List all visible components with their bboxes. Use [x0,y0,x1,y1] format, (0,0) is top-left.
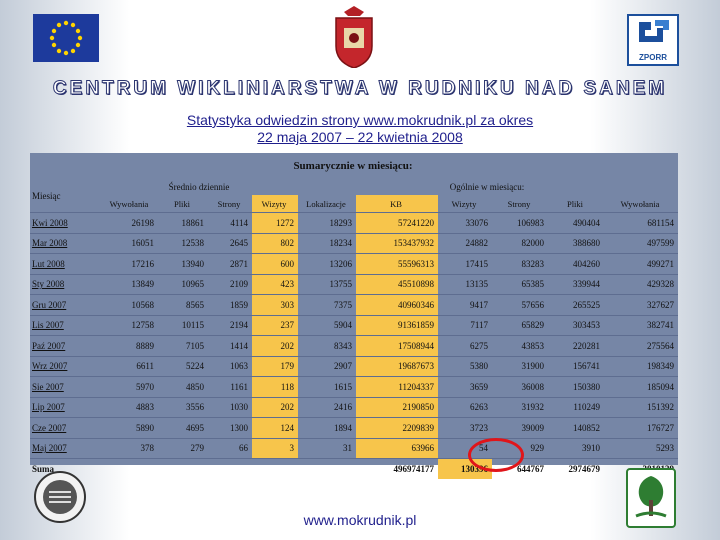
table-cell: 57656 [492,295,548,316]
month-link[interactable]: Mar 2008 [30,233,102,254]
table-cell: 18293 [298,213,356,234]
month-link[interactable]: Gru 2007 [30,295,102,316]
avg-group-header: Średnio dziennie [168,182,230,192]
banner-title: CENTRUM WIKLINIARSTWA W RUDNIKU NAD SANEM [52,78,668,99]
table-cell: 1161 [208,377,252,398]
table-cell: 12538 [158,233,208,254]
table-cell: 7375 [298,295,356,316]
coat-of-arms-icon [330,6,378,68]
table-cell: 66 [208,438,252,459]
table-row [30,254,678,275]
table-cell: 36008 [492,377,548,398]
table-cell: 423 [252,274,298,295]
table-cell: 499271 [604,254,678,275]
table-cell: 2416 [298,397,356,418]
table-cell: 5890 [102,418,158,439]
table-cell: 802 [252,233,298,254]
month-link[interactable]: Sty 2008 [30,274,102,295]
subtitle-line-1[interactable]: Statystyka odwiedzin strony www.mokrudnik.pl za okres [186,112,534,128]
table-cell: 1272 [252,213,298,234]
table-cell: 19687673 [356,356,438,377]
sum-kb: 496974177 [356,459,438,479]
month-link[interactable]: Kwi 2008 [30,213,102,234]
table-cell: 31 [298,438,356,459]
table-row [30,295,678,316]
table-cell: 1894 [298,418,356,439]
table-cell: 202 [252,336,298,357]
table-row [30,377,678,398]
empty-cell [158,459,208,479]
table-cell: 2907 [298,356,356,377]
table-cell: 3556 [158,397,208,418]
month-link[interactable]: Lut 2008 [30,254,102,275]
column-header: Wizyty [451,198,477,209]
statistics-table [30,153,678,479]
table-cell: 5904 [298,315,356,336]
table-cell: 303453 [548,315,604,336]
sum-files: 2974679 [548,459,604,479]
table-cell: 382741 [604,315,678,336]
table-cell: 4695 [158,418,208,439]
eu-flag-icon [33,14,99,62]
table-cell: 140852 [548,418,604,439]
table-cell: 327627 [604,295,678,316]
table-cell: 279 [158,438,208,459]
table-row [30,356,678,377]
table-cell: 1300 [208,418,252,439]
month-link[interactable]: Lis 2007 [30,315,102,336]
table-row [30,397,678,418]
table-cell: 63966 [356,438,438,459]
table-cell: 18861 [158,213,208,234]
month-link[interactable]: Wrz 2007 [30,356,102,377]
table-cell: 8565 [158,295,208,316]
table-cell: 490404 [548,213,604,234]
table-cell: 106983 [492,213,548,234]
table-cell: 4114 [208,213,252,234]
table-cell: 339944 [548,274,604,295]
sum-row [30,459,678,479]
month-header: Miesiąc [32,190,61,201]
column-header: Pliki [173,198,191,209]
table-cell: 13849 [102,274,158,295]
column-header: Wywołania [109,198,149,209]
table-cell: 31900 [492,356,548,377]
table-cell: 17216 [102,254,158,275]
table-row [30,274,678,295]
table-cell: 118 [252,377,298,398]
table-cell: 31932 [492,397,548,418]
table-cell: 2871 [208,254,252,275]
table-cell: 40960346 [356,295,438,316]
sum-pages: 644767 [492,459,548,479]
month-link[interactable]: Maj 2007 [30,438,102,459]
table-cell: 43853 [492,336,548,357]
table-cell: 9417 [438,295,492,316]
table-cell: 303 [252,295,298,316]
table-cell: 378 [102,438,158,459]
table-cell: 202 [252,397,298,418]
zporr-logo-icon [627,14,679,66]
table-cell: 2645 [208,233,252,254]
table-cell: 1030 [208,397,252,418]
table-cell: 13135 [438,274,492,295]
table-cell: 24882 [438,233,492,254]
table-cell: 82000 [492,233,548,254]
table-cell: 16051 [102,233,158,254]
table-cell: 1414 [208,336,252,357]
table-cell: 55596313 [356,254,438,275]
table-cell: 220281 [548,336,604,357]
table-cell: 13755 [298,274,356,295]
empty-cell [298,459,356,479]
sum-visits: 130396 [438,459,492,479]
empty-cell [208,459,252,479]
column-header: KB [356,195,438,213]
table-cell: 7105 [158,336,208,357]
table-row [30,336,678,357]
tree-logo-icon [626,468,676,528]
table-row [30,438,678,459]
table-cell: 83283 [492,254,548,275]
table-cell: 1063 [208,356,252,377]
footer-url[interactable]: www.mokrudnik.pl [303,512,417,528]
seal-logo-icon [32,470,88,524]
table-cell: 10568 [102,295,158,316]
table-cell: 26198 [102,213,158,234]
table-cell: 5293 [604,438,678,459]
table-cell: 5224 [158,356,208,377]
subtitle-line-2[interactable]: 22 maja 2007 – 22 kwietnia 2008 [257,129,463,145]
table-cell: 124 [252,418,298,439]
table-cell: 2209839 [356,418,438,439]
total-group-header: Ogólnie w miesiącu: [449,182,525,192]
column-header: Pliki [566,198,584,209]
table-cell: 45510898 [356,274,438,295]
empty-cell [102,459,158,479]
table-cell: 33076 [438,213,492,234]
table-cell: 65385 [492,274,548,295]
table-cell: 12758 [102,315,158,336]
table-cell: 176727 [604,418,678,439]
table-cell: 150380 [548,377,604,398]
table-cell: 237 [252,315,298,336]
table-cell: 404260 [548,254,604,275]
table-cell: 275564 [604,336,678,357]
table-cell: 151392 [604,397,678,418]
month-link[interactable]: Paź 2007 [30,336,102,357]
table-cell: 39009 [492,418,548,439]
table-row [30,418,678,439]
table-cell: 1615 [298,377,356,398]
table-cell: 2190850 [356,397,438,418]
table-cell: 91361859 [356,315,438,336]
table-cell: 13206 [298,254,356,275]
table-cell: 17508944 [356,336,438,357]
table-cell: 6611 [102,356,158,377]
table-cell: 54 [438,438,492,459]
table-cell: 3 [252,438,298,459]
table-row [30,213,678,234]
table-cell: 11204337 [356,377,438,398]
table-cell: 4850 [158,377,208,398]
table-cell: 8889 [102,336,158,357]
table-cell: 429328 [604,274,678,295]
table-cell: 929 [492,438,548,459]
table-cell: 8343 [298,336,356,357]
table-cell: 185094 [604,377,678,398]
table-cell: 2109 [208,274,252,295]
table-cell: 57241220 [356,213,438,234]
table-cell: 600 [252,254,298,275]
table-cell: 198349 [604,356,678,377]
table-cell: 179 [252,356,298,377]
table-cell: 156741 [548,356,604,377]
column-header: Wywołania [620,198,660,209]
table-cell: 497599 [604,233,678,254]
table-cell: 3659 [438,377,492,398]
column-header: Strony [507,198,531,209]
table-cell: 5970 [102,377,158,398]
table-cell: 265525 [548,295,604,316]
highlight-circle [468,438,524,472]
table-cell: 3910 [548,438,604,459]
month-link[interactable]: Sie 2007 [30,377,102,398]
table-cell: 17415 [438,254,492,275]
table-title: Sumarycznie w miesiącu: [293,160,413,172]
table-cell: 18234 [298,233,356,254]
zporr-label: ZPORR [639,53,667,62]
table-cell: 388680 [548,233,604,254]
column-header: Lokalizacje [306,198,346,209]
table-cell: 6263 [438,397,492,418]
table-cell: 3723 [438,418,492,439]
table-cell: 10965 [158,274,208,295]
table-row [30,315,678,336]
table-cell: 65829 [492,315,548,336]
table-cell: 153437932 [356,233,438,254]
table-cell: 1859 [208,295,252,316]
empty-cell [252,459,298,479]
table-cell: 4883 [102,397,158,418]
month-link[interactable]: Lip 2007 [30,397,102,418]
column-header: Wizyty [252,195,298,213]
column-header: Strony [217,198,241,209]
statistics-panel [30,153,678,474]
table-cell: 7117 [438,315,492,336]
month-link[interactable]: Cze 2007 [30,418,102,439]
table-cell: 13940 [158,254,208,275]
table-cell: 681154 [604,213,678,234]
table-cell: 5380 [438,356,492,377]
table-cell: 10115 [158,315,208,336]
table-row [30,233,678,254]
sum-label: Suma [30,459,102,479]
table-cell: 6275 [438,336,492,357]
table-cell: 2194 [208,315,252,336]
table-cell: 110249 [548,397,604,418]
